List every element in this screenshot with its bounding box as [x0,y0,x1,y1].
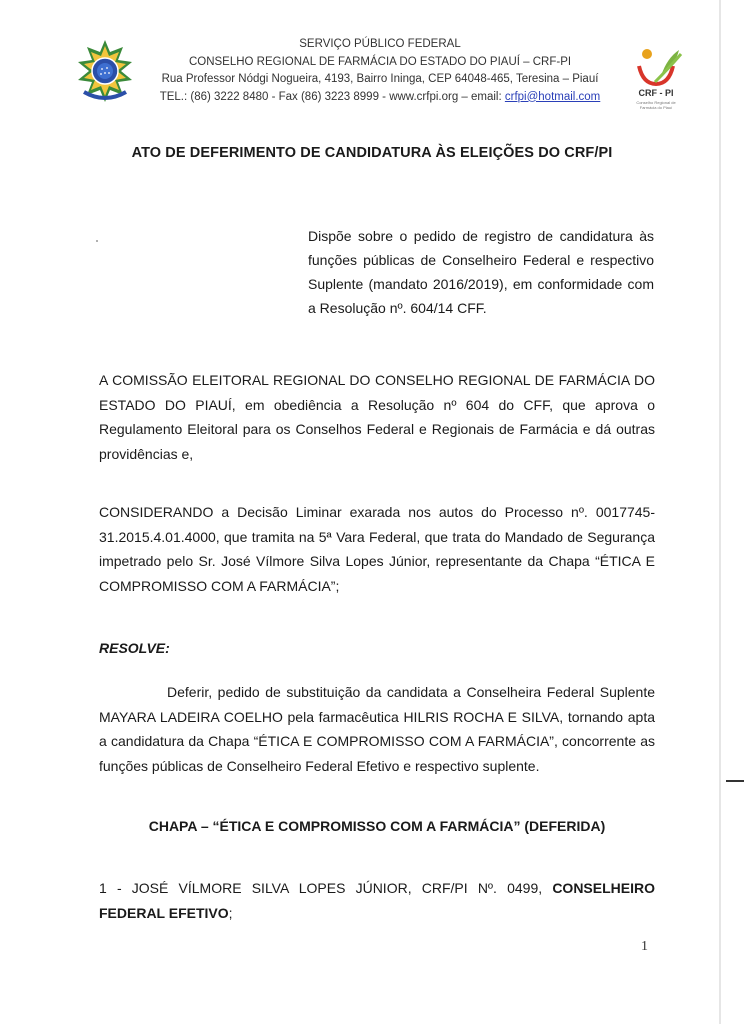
resolve-heading: RESOLVE: [99,640,170,656]
paragraph-considerando: CONSIDERANDO a Decisão Liminar exarada nos autos do Processo nº. 0017745-31.2015.4.01.4000, que tramita na 5ª Vara Federal, que trata do Mandado de Segurança impetrado pelo Sr. José Vílmore Silva Lopes Júnior, representante da Chapa “ÉTICA E COMPROMISSO COM A FARMÁCIA”; [99,504,655,594]
list-item [99,876,655,925]
candidate-end: ; [228,904,233,921]
letterhead-phones: TEL.: (86) 3222 8480 - Fax (86) 3223 8999 - www.crfpi.org – email: [159,90,505,103]
candidate-text: 1 - JOSÉ VÍLMORE SILVA LOPES JÚNIOR, CRF/PI Nº. 0499, [99,880,553,896]
letterhead-contacts [130,89,630,107]
letterhead-address: Rua Professor Nódgi Nogueira, 4193, Bairro Ininga, CEP 64048-465, Teresina – Piauí [161,73,599,85]
candidate-role: CONSELHEIRO FEDERAL EFETIVO [99,880,655,921]
email-link[interactable]: crfpi@hotmail.com [504,90,601,103]
paragraph-commission: A COMISSÃO ELEITORAL REGIONAL DO CONSELHO REGIONAL DE FARMÁCIA DO ESTADO DO PIAUÍ, em obediência a Resolução nº 604 do CFF, que aprova o Regulamento Eleitoral para os Conselhos Federal e Regionais de Farmácia e dá outras providências e, [99,372,655,462]
scan-speck [96,240,98,242]
letterhead-text [130,36,630,106]
letterhead-service: SERVIÇO PÚBLICO FEDERAL [299,38,461,50]
crf-pi-logo [625,44,687,112]
crf-logo-text: CRF - PI [638,88,674,98]
paragraph-deferir: Deferir, pedido de substituição da candidata a Conselheira Federal Suplente MAYARA LADEIRA COELHO pela farmacêutica HILRIS ROCHA E SILVA, tornando apta a candidatura da Chapa “ÉTICA E COMPROMISSO COM A FARMÁCIA”, concorrente as funções públicas de Conselheiro Federal Efetivo e respectivo suplente. [99,684,655,774]
page-number: 1 [641,939,648,954]
letterhead [0,36,744,116]
letterhead-council: CONSELHO REGIONAL DE FARMÁCIA DO ESTADO DO PIAUÍ – CRF-PI [188,55,572,68]
brazil-coat-of-arms-icon [72,38,138,104]
ementa-paragraph: Dispõe sobre o pedido de registro de candidatura às funções públicas de Conselheiro Federal e respectivo Suplente (mandato 2016/2019), em conformidade com a Resolução nº. 604/14 CFF. [308,228,654,316]
chapa-heading: CHAPA – “ÉTICA E COMPROMISSO COM A FARMÁCIA” (DEFERIDA) [148,818,606,834]
margin-mark [726,780,744,782]
crf-logo-subtext: Conselho Regional de Farmácia do Piauí [636,100,676,110]
crf-leaf-icon [625,44,687,88]
document-title: ATO DE DEFERIMENTO DE CANDIDATURA ÀS ELEIÇÕES DO CRF/PI [131,145,613,161]
